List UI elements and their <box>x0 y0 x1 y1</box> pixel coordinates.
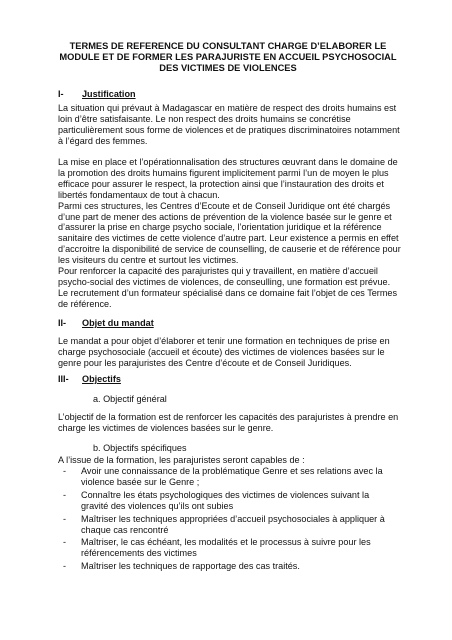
dash-bullet-icon: - <box>63 489 67 500</box>
text-line: charge les victimes de violences basées sur le genre. <box>58 422 274 433</box>
text-line: libertés fondamentaux de tout à chacun. <box>58 189 220 200</box>
dash-bullet-icon: - <box>63 561 67 572</box>
list-item <box>63 466 398 488</box>
section-title: Justification <box>82 89 136 99</box>
text-line: genre pour les parajuristes des Centre d’écoute et de Conseil Juridiques. <box>58 357 352 368</box>
text-line: Maîtriser les techniques de rapportage des cas traités. <box>81 561 300 572</box>
list-item <box>63 490 398 512</box>
subheading-objectifs-specifiques: b. Objectifs spécifiques <box>93 443 187 453</box>
dash-bullet-icon: - <box>63 466 67 476</box>
section-number: II- <box>58 318 67 328</box>
objectifs-intro: A l’issue de la formation, les parajuristes seront capables de : <box>58 455 305 465</box>
text-line: violence basée sur le Genre ; <box>81 476 200 487</box>
text-line: référencements des victimes <box>81 548 197 559</box>
text-line: la promotion des droits humains figurent implicitement parmi l’un de moyen le plus <box>58 167 389 178</box>
section-number: I- <box>58 89 64 99</box>
section-heading-justification <box>58 89 136 100</box>
section-title: Objectifs <box>82 374 121 384</box>
text-line: psycho-social des victimes de violences, de conseulling, une formation est prévue. <box>58 276 391 287</box>
text-line: Maîtriser, le cas échéant, les modalités et le processus à suivre pour les <box>81 537 371 548</box>
section-heading-objet-du-mandat <box>58 318 154 329</box>
title-line: TERMES DE REFERENCE DU CONSULTANT CHARGE D’ELABORER LE <box>69 41 387 51</box>
text-line: Le recrutement d’un formateur spécialisé dans ce domaine fait l’objet de ces Termes <box>58 287 398 298</box>
text-line: particulièrement sous forme de violences et de pratiques discriminatoires notamment <box>58 124 400 135</box>
text-line: de référence. <box>58 298 112 309</box>
dash-bullet-icon: - <box>63 513 67 524</box>
justification-paragraph-2 <box>58 157 401 310</box>
text-line: Pour renforcer la capacité des parajuristes qui y travaillent, en matière d’accueil <box>58 266 378 277</box>
text-line: d’accroitre la disponibilité de service de counselling, de causerie et de référence pour <box>58 244 401 255</box>
title-line: DES VICTIMES DE VIOLENCES <box>159 63 297 74</box>
list-item <box>63 514 398 536</box>
text-line: L’objectif de la formation est de renforcer les capacités des parajuristes à prendre en <box>58 412 399 422</box>
text-line: La mise en place et l’opérationnalisation des structures œuvrant dans le domaine de <box>58 157 398 167</box>
dash-bullet-icon: - <box>63 537 67 548</box>
text-line: Le mandat a pour objet d’élaborer et tenir une formation en techniques de prise en <box>58 336 390 346</box>
text-line: Maîtriser les techniques appropriées d’accueil psychosociales à appliquer à <box>81 513 385 524</box>
text-line: charge psychosociale (accueil et écoute) des victimes de violences basées sur le <box>58 346 385 357</box>
objectif-general-paragraph <box>58 412 399 434</box>
text-line: efficace pour assurer le respect, la protection ainsi que l’instauration des droits et <box>58 178 384 189</box>
list-item <box>63 561 398 572</box>
text-line: les visiteurs du centre et surtout les victimes. <box>58 255 239 266</box>
objectifs-list <box>63 466 398 574</box>
section-title: Objet du mandat <box>82 318 154 328</box>
title-line: MODULE ET DE FORMER LES PARAJURISTE EN ACCUEIL PSYCHOSOCIAL <box>59 52 397 63</box>
document-title <box>58 41 398 75</box>
text-line: à l’égard des femmes. <box>58 135 148 146</box>
justification-paragraph-1 <box>58 103 400 147</box>
mandat-paragraph <box>58 336 396 369</box>
section-number: III- <box>58 374 69 384</box>
text-line: d’une part de mener des actions de prévention de la violence basée sur le genre et <box>58 211 392 222</box>
subheading-objectif-general: a. Objectif général <box>93 394 167 404</box>
text-line: Parmi ces structures, les Centres d’Ecoute et de Conseil Juridique ont été chargés <box>58 200 391 211</box>
text-line: sanitaire des victimes de cette violence d’autre part. Leur existence a permis en effet <box>58 233 399 244</box>
text-line: d’assurer la prise en charge psycho sociale, l’orientation juridique et la référence <box>58 222 382 233</box>
text-line: Connaître les états psychologiques des victimes de violences suivant la <box>81 489 370 500</box>
list-item <box>63 537 398 559</box>
text-line: chaque cas rencontré <box>81 524 169 535</box>
text-line: loin d’être satisfaisante. Le non respect des droits humains se concrétise <box>58 113 351 124</box>
text-line: La situation qui prévaut à Madagascar en matière de respect des droits humains est <box>58 103 397 113</box>
text-line: Avoir une connaissance de la problématique Genre et ses relations avec la <box>81 466 383 476</box>
text-line: gravité des violences qu’ils ont subies <box>81 500 234 511</box>
section-heading-objectifs <box>58 374 121 385</box>
